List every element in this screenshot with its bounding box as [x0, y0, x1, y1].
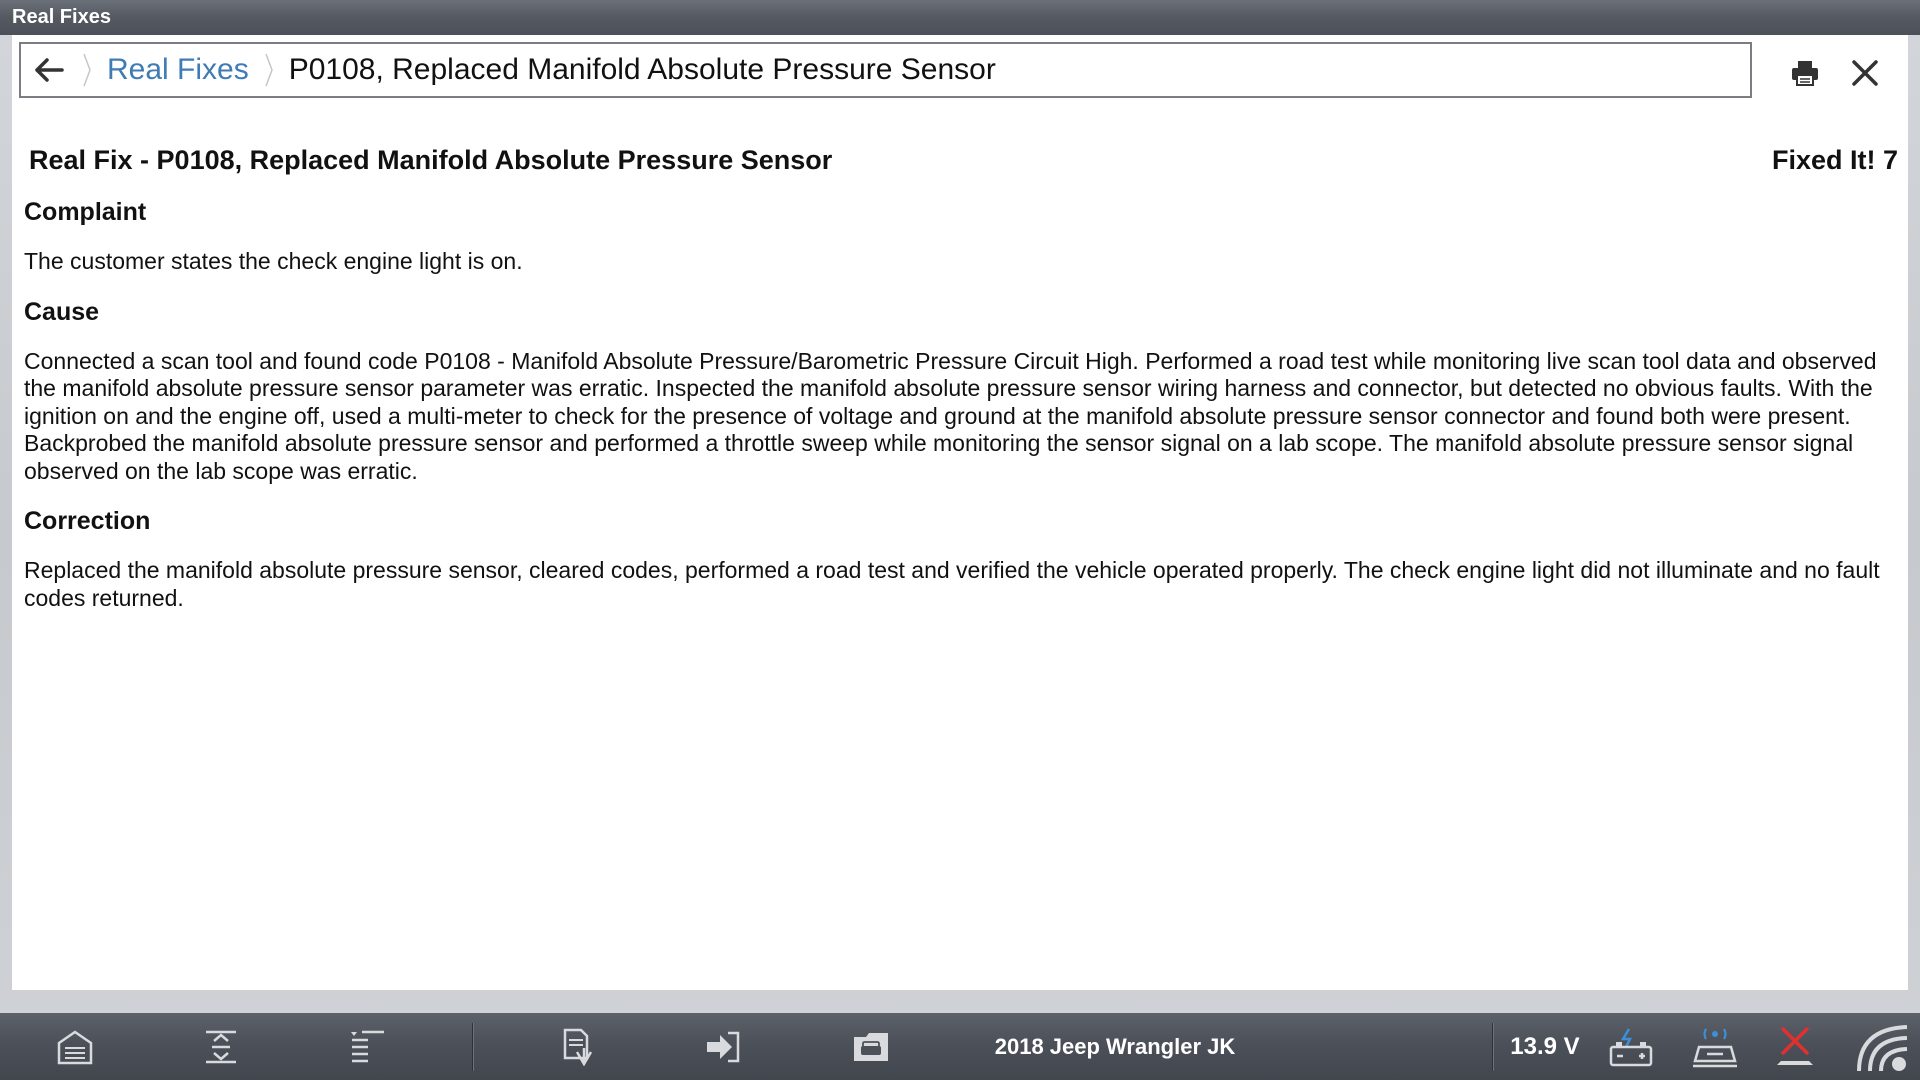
disconnected-icon — [1773, 1025, 1817, 1069]
main-panel — [12, 35, 1908, 990]
section-body-correction: Replaced the manifold absolute pressure sensor, cleared codes, performed a road test and verified the vehicle operated properly. The check engine light did not illuminate and no fault codes returned. — [24, 557, 1880, 611]
arrow-left-icon — [34, 57, 64, 83]
toolbar-divider — [472, 1023, 474, 1071]
fixed-it-count: Fixed It! 7 — [1771, 145, 1898, 175]
expand-all-button[interactable] — [196, 1013, 246, 1080]
section-heading-complaint: Complaint — [24, 198, 147, 226]
scanner-status[interactable] — [1690, 1013, 1740, 1080]
article-content — [24, 145, 1904, 612]
printer-icon — [1790, 59, 1820, 87]
breadcrumb-current: P0108, Replaced Manifold Absolute Pressure Sensor — [288, 53, 996, 86]
battery-status[interactable] — [1607, 1013, 1655, 1080]
breadcrumb-link-real-fixes[interactable]: Real Fixes — [107, 53, 249, 86]
disconnected-status[interactable] — [1770, 1013, 1820, 1080]
exit-arrow-icon — [704, 1030, 742, 1064]
exit-button[interactable] — [698, 1013, 748, 1080]
vehicle-name: 2018 Jeep Wrangler JK — [994, 1033, 1236, 1059]
vehicle-button[interactable] — [846, 1013, 896, 1080]
window-title: Real Fixes — [12, 6, 111, 28]
section-body-cause: Connected a scan tool and found code P0108 - Manifold Absolute Pressure/Barometric Pressure Circuit High. Performed a road test while monitoring live scan tool data and observed the manifold absolute pressure sensor parameter was erratic. Inspected the manifold absolute pressure sensor wiring harness and connector, but detected no obvious faults. With the ignition on and the engine off, used a multi-meter to check for the presence of voltage and ground at the manifold absolute pressure sensor connector and found both were present. Backprobed the manifold absolute pressure sensor and performed a throttle sweep while monitoring the sensor signal on a lab scope. The manifold absolute pressure sensor signal observed on the lab scope was erratic. — [24, 347, 1877, 484]
breadcrumb — [19, 42, 1752, 98]
vehicle-folder-icon — [852, 1031, 890, 1063]
section-body-complaint: The customer states the check engine light is on. — [24, 248, 523, 274]
bottom-toolbar — [0, 1013, 1920, 1080]
wifi-status[interactable] — [1852, 1013, 1912, 1080]
report-icon — [559, 1028, 595, 1066]
section-heading-correction: Correction — [24, 507, 151, 535]
home-button[interactable] — [50, 1013, 100, 1080]
voltage-value: 13.9 V — [1510, 1032, 1580, 1060]
collapse-list-icon — [348, 1029, 386, 1065]
breadcrumb-separator — [77, 44, 97, 96]
back-button[interactable] — [21, 44, 77, 96]
article-header — [24, 145, 1904, 176]
garage-home-icon — [56, 1029, 94, 1065]
article-title: Real Fix - P0108, Replaced Manifold Absolute Pressure Sensor — [29, 145, 833, 175]
voltage-readout — [1510, 1013, 1580, 1080]
title-bar — [0, 0, 1920, 35]
toolbar-divider — [1492, 1023, 1494, 1071]
close-button[interactable] — [1840, 53, 1890, 93]
report-button[interactable] — [552, 1013, 602, 1080]
wifi-signal-icon — [1853, 1021, 1911, 1073]
vehicle-label — [960, 1013, 1270, 1080]
collapse-list-button[interactable] — [342, 1013, 392, 1080]
breadcrumb-separator — [259, 44, 279, 96]
scanner-connection-icon — [1693, 1025, 1737, 1069]
section-heading-cause: Cause — [24, 297, 100, 326]
battery-icon — [1609, 1027, 1653, 1067]
close-icon — [1851, 59, 1879, 87]
expand-all-icon — [202, 1029, 240, 1065]
print-button[interactable] — [1780, 53, 1830, 93]
